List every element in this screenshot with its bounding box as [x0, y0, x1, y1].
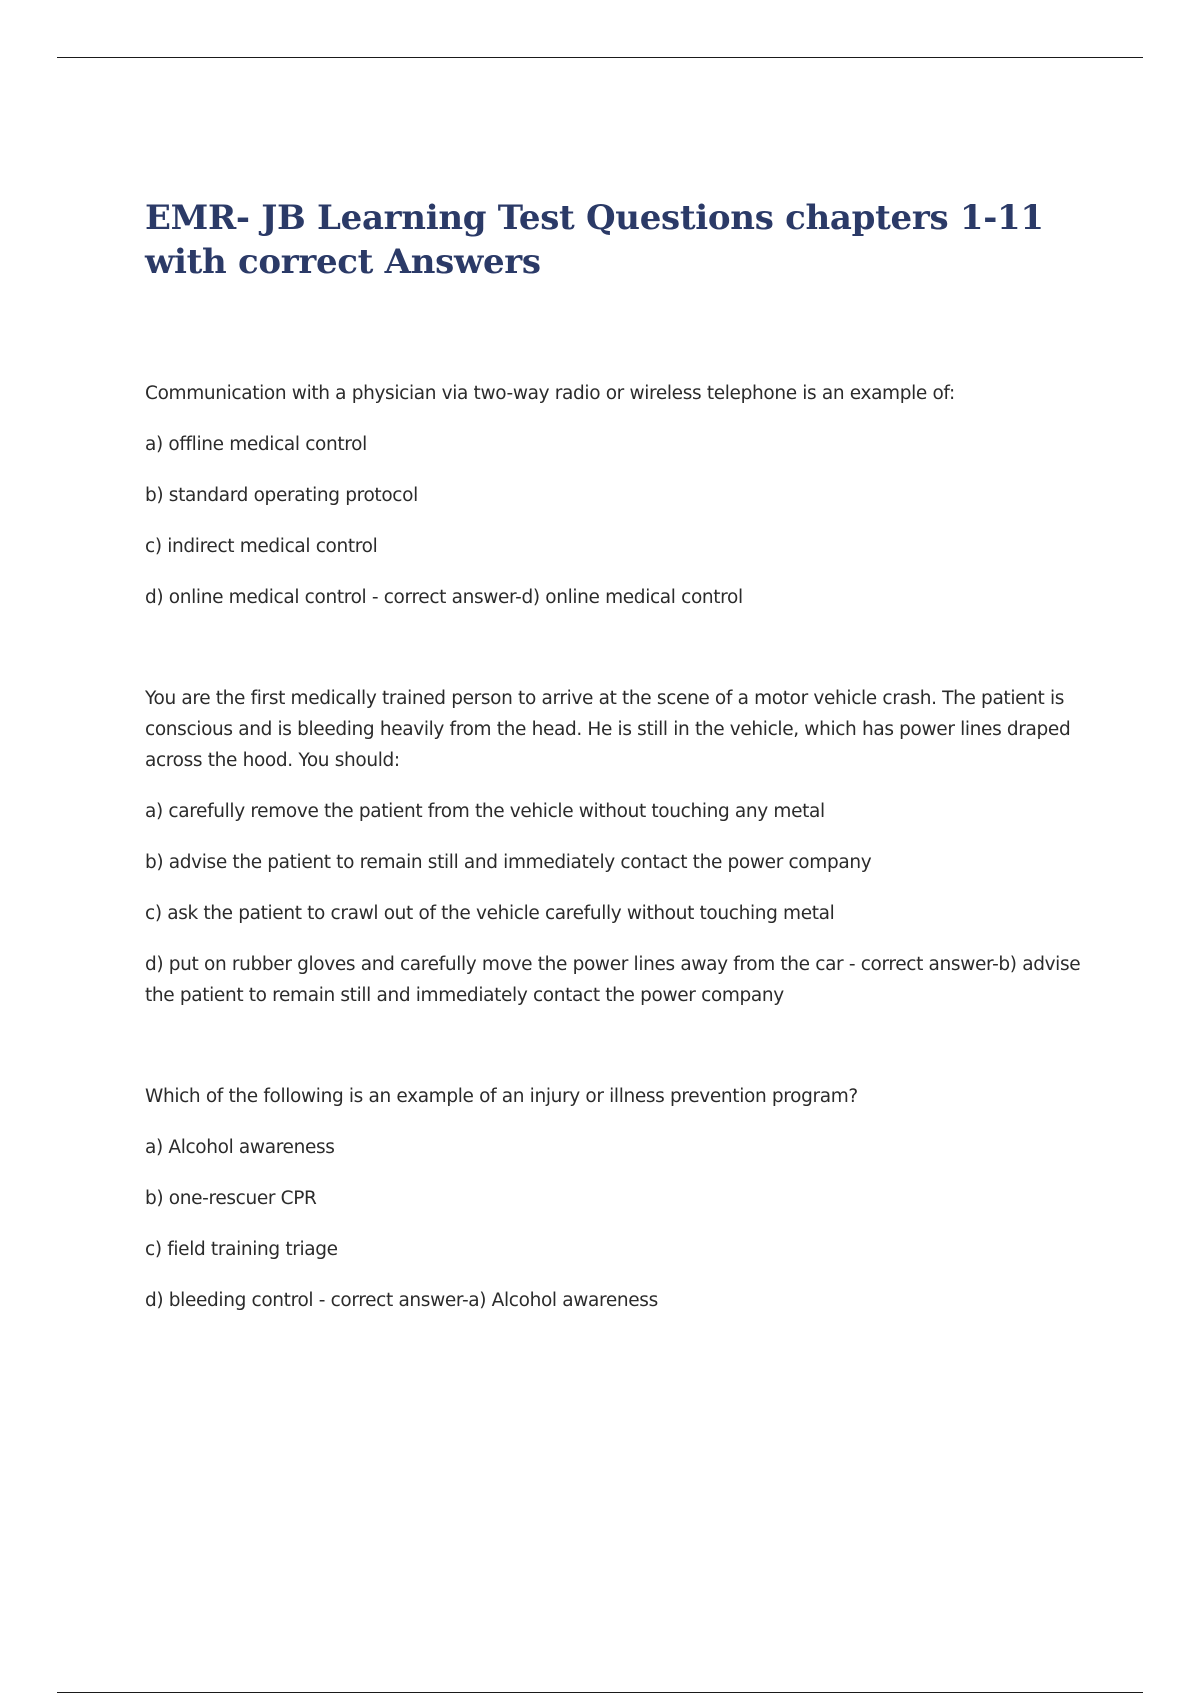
answer-option-c: c) indirect medical control: [145, 536, 378, 557]
answer-option-d: d) bleeding control - correct answer-a) Alcohol awareness: [145, 1290, 658, 1311]
answer-option-b: b) standard operating protocol: [145, 485, 418, 506]
document-title: EMR- JB Learning Test Questions chapters 1-11 with correct Answers: [145, 198, 1044, 282]
question-text: You are the first medically trained person to arrive at the scene of a motor vehicle crash. The patient is conscious and is bleeding heavily from the head. He is still in the vehicle, which has power lines draped across the hood. You should:: [145, 688, 1071, 771]
question-text: Communication with a physician via two-way radio or wireless telephone is an example of:: [145, 383, 955, 404]
answer-option-a: a) Alcohol awareness: [145, 1137, 335, 1158]
answer-option-c: c) field training triage: [145, 1239, 338, 1260]
answer-option-a: a) offline medical control: [145, 434, 367, 455]
question-3: [145, 1081, 1085, 1316]
question-text: Which of the following is an example of an injury or illness prevention program?: [145, 1086, 858, 1107]
answer-option-b: b) one-rescuer CPR: [145, 1188, 317, 1209]
question-2: [145, 683, 1085, 1011]
answer-option-b: b) advise the patient to remain still and immediately contact the power company: [145, 852, 872, 873]
question-list: [145, 378, 1085, 1316]
document-body: [145, 196, 1085, 1386]
header-rule: [57, 57, 1143, 58]
answer-option-d: d) put on rubber gloves and carefully move the power lines away from the car - correct answer-b) advise the patient to remain still and immediately contact the power company: [145, 954, 1081, 1006]
answer-option-d: d) online medical control - correct answer-d) online medical control: [145, 587, 743, 608]
answer-option-c: c) ask the patient to crawl out of the vehicle carefully without touching metal: [145, 903, 835, 924]
footer-rule: [57, 1692, 1143, 1693]
answer-option-a: a) carefully remove the patient from the vehicle without touching any metal: [145, 801, 825, 822]
question-1: [145, 378, 1085, 613]
